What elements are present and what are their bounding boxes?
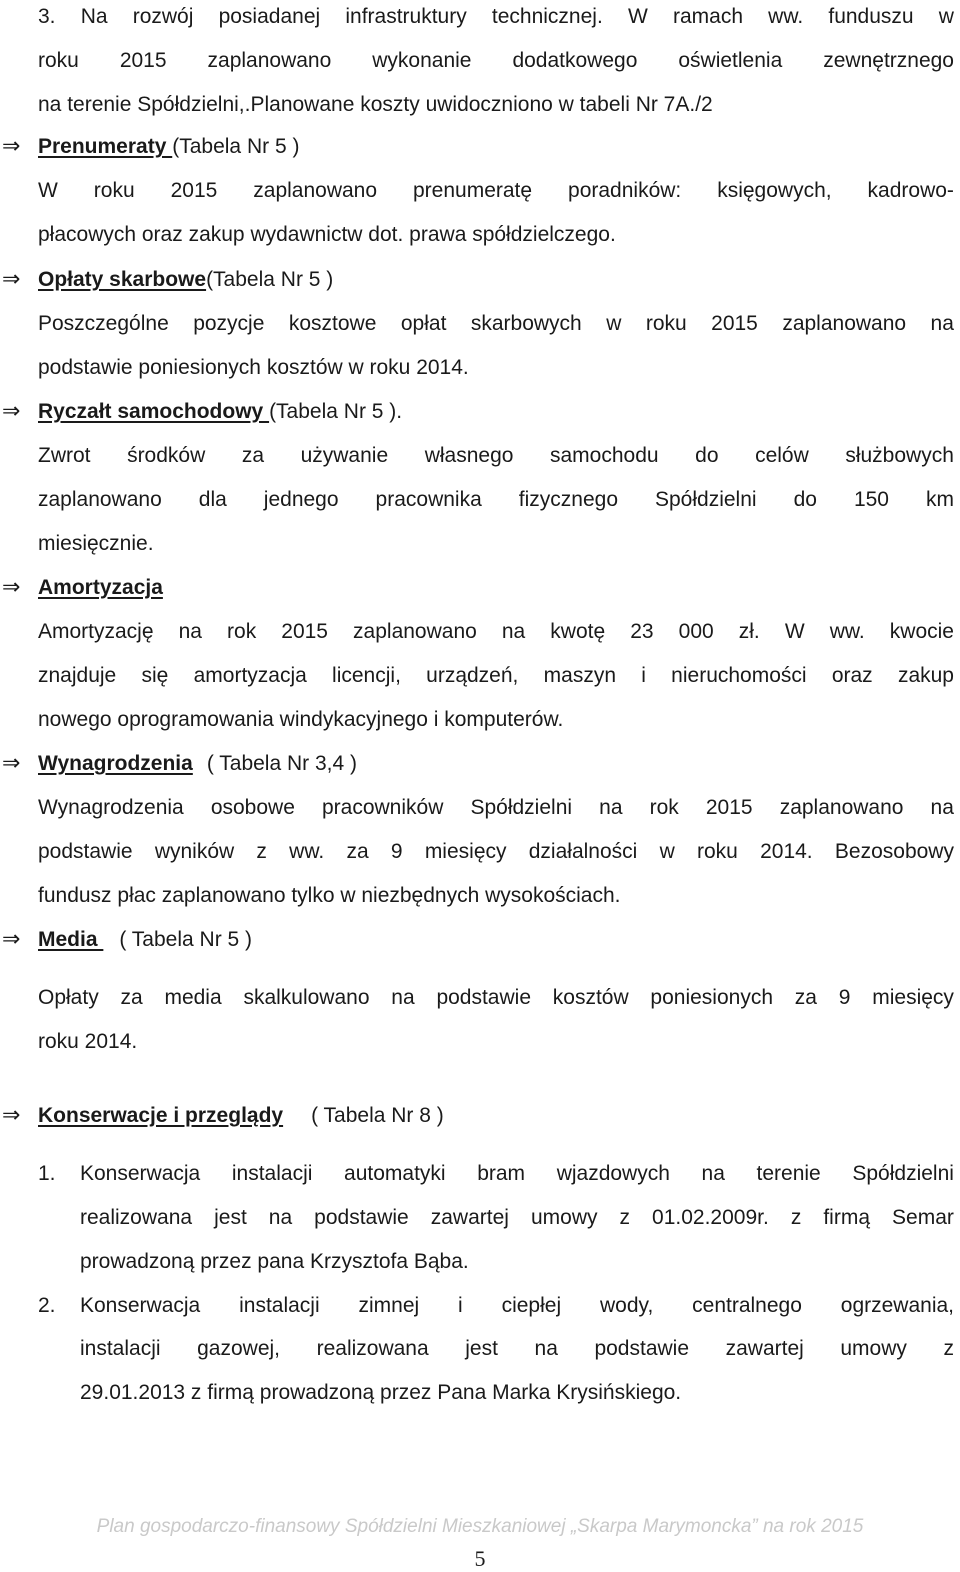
- word: wyników: [154, 840, 235, 863]
- word: Amortyzację: [38, 620, 154, 643]
- word: zaplanowano: [779, 796, 904, 819]
- ryczalt-heading: [38, 399, 402, 425]
- wynagrodzenia-line-2: [38, 839, 954, 865]
- word: z: [790, 1206, 802, 1229]
- word: Spółdzielni: [470, 796, 573, 819]
- konserwacje-item1-line-1: [80, 1161, 954, 1187]
- word: ww.: [289, 840, 325, 863]
- amortyzacja-title: Amortyzacja: [38, 576, 163, 599]
- word: realizowana: [316, 1337, 429, 1360]
- konserwacje-item1-line-2: [80, 1205, 954, 1231]
- word: pracownika: [375, 488, 482, 511]
- konserwacje-heading: [38, 1103, 444, 1129]
- ryczalt-line-2: [38, 487, 954, 513]
- word: roku: [696, 840, 738, 863]
- word: pozycje: [193, 312, 265, 335]
- word: w: [659, 840, 675, 863]
- word: pracowników: [321, 796, 444, 819]
- word: dla: [198, 488, 227, 511]
- word: 2015: [281, 620, 328, 643]
- word: podstawie: [38, 840, 133, 863]
- word: zawartej: [430, 1206, 509, 1229]
- word: zimnej: [358, 1294, 420, 1317]
- word: ciepłej: [501, 1294, 562, 1317]
- word: na: [599, 796, 623, 819]
- word: poniesionych: [650, 986, 774, 1009]
- word: Zwrot: [38, 444, 91, 467]
- word: roku: [38, 49, 79, 72]
- word: kosztów: [552, 986, 629, 1009]
- word: centralnego: [692, 1294, 802, 1317]
- amortyzacja-line-1: [38, 619, 954, 645]
- prenumeraty-line-2: płacowych oraz zakup wydawnictw dot. prawa spółdzielczego.: [38, 223, 616, 246]
- word: na: [930, 796, 954, 819]
- word: realizowana: [80, 1206, 193, 1229]
- word: na: [178, 620, 202, 643]
- word: 23: [630, 620, 654, 643]
- word: oraz: [831, 664, 873, 687]
- amortyzacja-heading: [38, 575, 163, 601]
- prenumeraty-title: Prenumeraty: [38, 135, 173, 158]
- word: zakup: [897, 664, 954, 687]
- word: działalności: [528, 840, 638, 863]
- word: posiadanej: [218, 5, 321, 28]
- arrow-icon: ⇒: [2, 399, 21, 424]
- word: za: [120, 986, 143, 1009]
- wynagrodzenia-title: Wynagrodzenia: [38, 752, 193, 775]
- word: wody,: [599, 1294, 654, 1317]
- media-line-1: [38, 985, 954, 1011]
- word: nieruchomości: [671, 664, 807, 687]
- oplaty-line-1: [38, 311, 954, 337]
- word: media: [164, 986, 222, 1009]
- word: kwotę: [550, 620, 606, 643]
- word: na: [501, 620, 526, 643]
- word: funduszu: [828, 5, 914, 28]
- word: zaplanowano: [38, 488, 162, 511]
- word: instalacji: [239, 1294, 320, 1317]
- word: zł.: [738, 620, 760, 643]
- word: osobowe: [210, 796, 295, 819]
- word: infrastruktury: [345, 5, 467, 28]
- word: 2015: [170, 179, 218, 202]
- word: technicznej.: [491, 5, 603, 28]
- word: rozwój: [132, 5, 194, 28]
- word: amortyzacja: [193, 664, 307, 687]
- word: rok: [649, 796, 679, 819]
- word: maszyn: [543, 664, 616, 687]
- word: jednego: [263, 488, 339, 511]
- word: Konserwacja: [80, 1294, 201, 1317]
- oplaty-heading: [38, 267, 333, 293]
- word: 150: [853, 488, 889, 511]
- word: kosztowe: [288, 312, 377, 335]
- word: 2015: [711, 312, 758, 335]
- word: celów: [755, 444, 809, 467]
- word: 2015: [119, 49, 167, 72]
- arrow-icon: ⇒: [2, 927, 21, 952]
- word: zaplanowano: [253, 179, 378, 202]
- word: wykonanie: [372, 49, 472, 72]
- oplaty-line-2: podstawie poniesionych kosztów w roku 2014.: [38, 356, 469, 379]
- word: 2015: [705, 796, 753, 819]
- ryczalt-line-1: [38, 443, 954, 469]
- word: własnego: [424, 444, 514, 467]
- word: za: [346, 840, 369, 863]
- word: w: [606, 312, 622, 335]
- word: umowy: [530, 1206, 598, 1229]
- word: zaplanowano: [207, 49, 332, 72]
- word: zewnętrznego: [823, 49, 954, 72]
- word: licencji,: [332, 664, 401, 687]
- word: instalacji: [80, 1337, 161, 1360]
- konserwacje-item2-number: 2.: [38, 1294, 56, 1317]
- word: wjazdowych: [556, 1162, 670, 1185]
- word: ww.: [768, 5, 804, 28]
- word: używanie: [300, 444, 389, 467]
- word: za: [241, 444, 265, 467]
- word: rok: [227, 620, 257, 643]
- word: instalacji: [231, 1162, 313, 1185]
- word: roku: [93, 179, 135, 202]
- word: skarbowych: [470, 312, 582, 335]
- word: W: [38, 179, 58, 202]
- word: Spółdzielni: [655, 488, 757, 511]
- word: ogrzewania,: [840, 1294, 954, 1317]
- word: miesięcy: [872, 986, 954, 1009]
- word: 2014.: [760, 840, 813, 863]
- word: na: [701, 1162, 725, 1185]
- word: oświetlenia: [678, 49, 783, 72]
- arrow-icon: ⇒: [2, 134, 21, 159]
- word: opłat: [400, 312, 447, 335]
- word: automatyki: [344, 1162, 446, 1185]
- arrow-icon: ⇒: [2, 575, 21, 600]
- word: Na: [80, 5, 108, 28]
- word: na: [268, 1206, 293, 1229]
- konserwacje-item2-line-3: 29.01.2013 z firmą prowadzoną przez Pana Marka Krysińskiego.: [80, 1381, 682, 1404]
- word: jest: [465, 1337, 498, 1360]
- item3-line-2: [38, 48, 954, 74]
- word: podstawie: [436, 986, 531, 1009]
- media-heading: [38, 927, 252, 953]
- arrow-icon: ⇒: [2, 751, 21, 776]
- word: zawartej: [725, 1337, 804, 1360]
- word: Opłaty: [38, 986, 99, 1009]
- ryczalt-ref: (Tabela Nr 5 ).: [269, 400, 403, 423]
- word: z: [619, 1206, 631, 1229]
- word: Konserwacja: [80, 1162, 201, 1185]
- amortyzacja-line-3: nowego oprogramowania windykacyjnego i komputerów.: [38, 708, 564, 731]
- arrow-icon: ⇒: [2, 1103, 21, 1128]
- word: 000: [678, 620, 714, 643]
- word: Poszczególne: [38, 312, 169, 335]
- item3-line-3: na terenie Spółdzielni,.Planowane koszty uwidoczniono w tabeli Nr 7A./2: [38, 93, 713, 116]
- word: ramach: [672, 5, 743, 28]
- word: na: [534, 1337, 558, 1360]
- amortyzacja-line-2: [38, 663, 954, 689]
- wynagrodzenia-line-3: fundusz płac zaplanowano tylko w niezbędnych wysokościach.: [38, 884, 621, 907]
- word: km: [925, 488, 954, 511]
- word: 9: [838, 986, 851, 1009]
- word: prenumeratę: [412, 179, 533, 202]
- word: do: [695, 444, 719, 467]
- word: podstawie: [594, 1337, 690, 1360]
- konserwacje-item2-line-1: [80, 1293, 954, 1319]
- ryczalt-title: Ryczałt samochodowy: [38, 400, 270, 423]
- word: służbowych: [845, 444, 954, 467]
- word: środków: [127, 444, 206, 467]
- word: do: [793, 488, 817, 511]
- word: i: [458, 1294, 463, 1317]
- word: Spółdzielni: [852, 1162, 954, 1185]
- word: poradników:: [568, 179, 682, 202]
- prenumeraty-heading: [38, 134, 299, 160]
- konserwacje-title: Konserwacje i przeglądy: [38, 1104, 284, 1127]
- media-ref: ( Tabela Nr 5 ): [119, 928, 253, 951]
- oplaty-title: Opłaty skarbowe: [38, 268, 207, 291]
- media-line-2: roku 2014.: [38, 1030, 138, 1053]
- word: gazowej,: [197, 1337, 281, 1360]
- word: za: [794, 986, 817, 1009]
- konserwacje-ref: ( Tabela Nr 8 ): [311, 1104, 444, 1127]
- word: w: [938, 5, 954, 28]
- word: urządzeń,: [426, 664, 519, 687]
- word: terenie: [756, 1162, 821, 1185]
- oplaty-ref: (Tabela Nr 5 ): [206, 268, 334, 291]
- word: bram: [477, 1162, 526, 1185]
- word: 9: [390, 840, 403, 863]
- word: roku: [645, 312, 687, 335]
- wynagrodzenia-line-1: [38, 795, 954, 821]
- word: samochodu: [550, 444, 659, 467]
- word: i: [641, 664, 646, 687]
- konserwacje-item2-line-2: [80, 1336, 954, 1362]
- word: W: [627, 5, 648, 28]
- word: ww.: [829, 620, 865, 643]
- word: miesięcy: [424, 840, 507, 863]
- word: dodatkowego: [512, 49, 638, 72]
- word: z: [943, 1337, 954, 1360]
- media-title: Media: [38, 928, 104, 951]
- word: 01.02.2009r.: [652, 1206, 769, 1229]
- word: 3.: [38, 5, 56, 28]
- word: skalkulowano: [243, 986, 370, 1009]
- word: na: [930, 312, 954, 335]
- konserwacje-item1-number: 1.: [38, 1162, 56, 1185]
- ryczalt-line-3: miesięcznie.: [38, 532, 154, 555]
- word: Bezosobowy: [834, 840, 954, 863]
- wynagrodzenia-heading: [38, 751, 357, 777]
- word: na: [391, 986, 415, 1009]
- word: Wynagrodzenia: [38, 796, 184, 819]
- word: firmą: [823, 1206, 871, 1229]
- wynagrodzenia-ref: ( Tabela Nr 3,4 ): [206, 752, 357, 775]
- word: fizycznego: [518, 488, 618, 511]
- word: z: [256, 840, 267, 863]
- word: jest: [214, 1206, 247, 1229]
- word: W: [784, 620, 805, 643]
- prenumeraty-line-1: [38, 178, 954, 204]
- page-footer: Plan gospodarczo-finansowy Spółdzielni Mieszkaniowej „Skarpa Marymoncka” na rok 2015: [96, 1516, 864, 1537]
- word: podstawie: [314, 1206, 409, 1229]
- word: Semar: [892, 1206, 954, 1229]
- word: zaplanowano: [782, 312, 907, 335]
- word: się: [141, 664, 169, 687]
- item3-line-1: [38, 4, 954, 30]
- word: znajduje: [38, 664, 117, 687]
- word: kwocie: [889, 620, 954, 643]
- word: umowy: [840, 1337, 907, 1360]
- page-number: 5: [474, 1546, 486, 1571]
- word: kadrowo-: [867, 179, 954, 202]
- word: księgowych,: [717, 179, 832, 202]
- konserwacje-item1-line-3: prowadzoną przez pana Krzysztofa Bąba.: [80, 1250, 469, 1273]
- word: zaplanowano: [353, 620, 477, 643]
- prenumeraty-ref: (Tabela Nr 5 ): [172, 135, 300, 158]
- arrow-icon: ⇒: [2, 267, 21, 292]
